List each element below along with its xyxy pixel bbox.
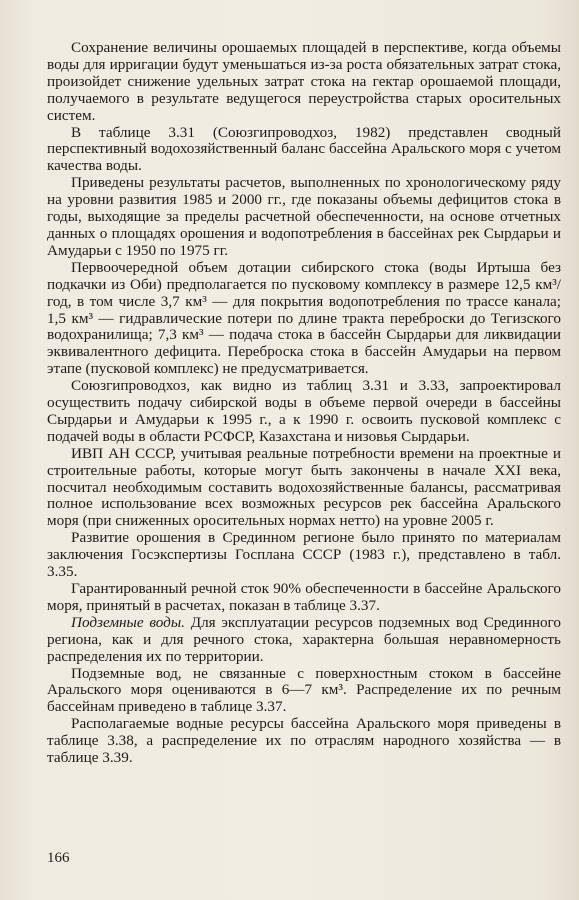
paragraph [47,175,561,260]
paragraph-text: Сохранение величины орошаемых площадей в перспективе, когда объемы воды для ирригации будут уменьшаться из-за роста обязательных затрат стока, произойдет снижение удельных затрат стока на гектар орошаемой площади, получаемого в результате ведущегося переустройства старых оросительных систем. [47,39,561,124]
paragraph-text: Для эксплуатации ресурсов подземных вод Срединного региона, как и для речного стока, характерна большая неравномерность распределения их по территории. [47,613,561,665]
paragraph-text: Располагаемые водные ресурсы бассейна Аральского моря приведены в таблице 3.38, а распределение их по отраслям народного хозяйства — в таблице 3.39. [47,715,561,767]
paragraph [47,125,561,176]
page-number: 166 [47,850,70,866]
body-text [47,40,561,767]
paragraph [47,716,561,767]
paragraph [47,666,561,717]
paragraph [47,530,561,581]
paragraph-text: Подземные вод, не связанные с поверхностным стоком в бассейне Аральского моря оцениваются в 6—7 км³. Распределение их по речным бассейнам приведено в таблице 3.37. [47,664,561,716]
paragraph-text: Приведены результаты расчетов, выполненных по хронологическому ряду на уровни развития 1985 и 2000 гг., где показаны объемы дефицитов стока в годы, выходящие за пределы расчетной обеспеченности, на основе отчетных данных о площадях орошения и водопотребления в бассейнах рек Сырдарьи и Амударьи с 1950 по 1975 гг. [47,174,561,259]
paragraph [47,615,561,666]
paragraph [47,40,561,125]
paragraph [47,260,561,378]
paragraph [47,581,561,615]
section-lead: Подземные воды. [71,613,185,631]
paragraph [47,446,561,531]
paragraph-text: В таблице 3.31 (Союзгипроводхоз, 1982) представлен сводный перспективный водохозяйственный баланс бассейна Аральского моря с учетом качества воды. [47,123,561,175]
paragraph-text: Развитие орошения в Срединном регионе было принято по материалам заключения Госэкспертизы Госплана СССР (1983 г.), представлено в табл. 3.35. [47,529,561,581]
paragraph-text: Гарантированный речной сток 90% обеспеченности в бассейне Аральского моря, принятый в расчетах, показан в таблице 3.37. [47,580,561,614]
paragraph-text: Союзгипроводхоз, как видно из таблиц 3.31 и 3.33, запроектировал осуществить подачу сибирской воды в объеме первой очереди в бассейны Сырдарьи и Амударьи к 1995 г., а к 1990 г. освоить пусковой комплекс с подачей воды в области РСФСР, Казахстана и низовья Сырдарьи. [47,377,561,445]
paragraph [47,378,561,446]
paragraph-text: ИВП АН СССР, учитывая реальные потребности времени на проектные и строительные работы, которые могут быть закончены в начале XXI века, посчитал необходимым составить водохозяйственные балансы, рассматривая полное использование всех возможных ресурсов рек бассейна Аральского моря (при сниженных оросительных нормах нетто) на уровне 2005 г. [47,444,561,530]
paragraph-text: Первоочередной объем дотации сибирского стока (воды Иртыша без подкачки из Оби) предполагается по пусковому комплексу в размере 12,5 км³/год, в том числе 3,7 км³ — для покрытия водопотребления по трассе канала; 1,5 км³ — гидравлические потери по длине тракта переброски до Тегизского водохранилища; 7,3 км³ — подача стока в бассейн Сырдарьи для ликвидации эквивалентного дефицита. Переброска стока в бассейн Амударьи на первом этапе (пусковой комплекс) не предусматривается. [47,258,561,378]
